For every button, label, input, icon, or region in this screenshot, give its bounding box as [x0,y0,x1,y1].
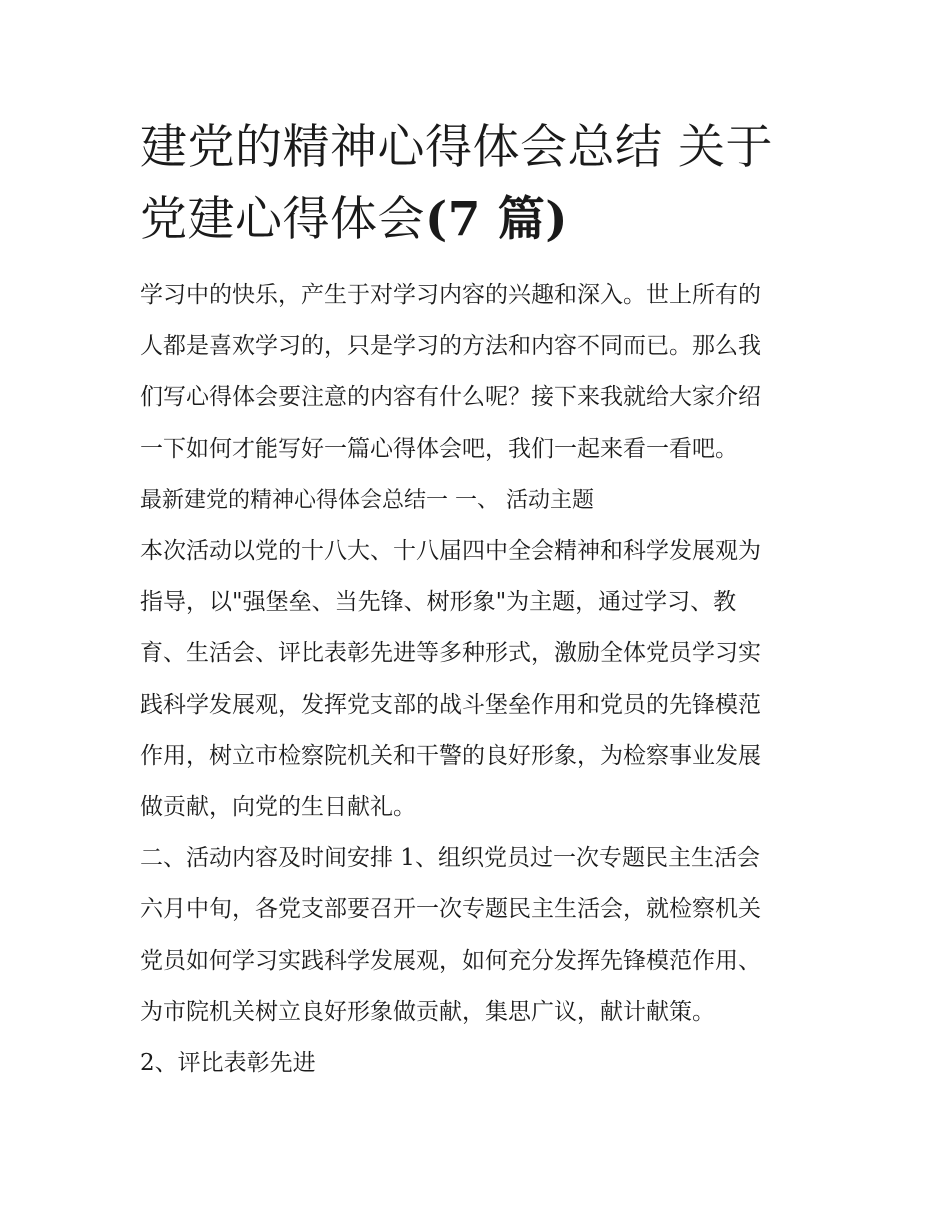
document-body [140,270,816,1089]
body-line: 人都是喜欢学习的，只是学习的方法和内容不同而已。那么我 [140,333,761,360]
section-heading: 二、活动内容及时间安排 1、组织党员过一次专题民主生活会 [140,845,760,872]
body-line: 为市院机关树立良好形象做贡献，集思广议，献计献策。 [140,998,715,1025]
document-page [140,112,816,1089]
section-heading: 最新建党的精神心得体会总结一 一、 活动主题 [140,487,594,513]
body-line: 本次活动以党的十八大、十八届四中全会精神和科学发展观为 [140,538,761,565]
title-line-2-text: 党建心得体会 [140,192,425,247]
body-line: 指导，以"强堡垒、当先锋、树形象"为主题，通过学习、教 [140,589,737,616]
body-line: 作用，树立市检察院机关和干警的良好形象，为检察事业发展 [140,742,761,769]
title-line-1: 建党的精神心得体会总结 关于 [140,120,773,175]
body-line: 们写心得体会要注意的内容有什么呢？接下来我就给大家介绍 [140,384,761,411]
body-line: 党员如何学习实践科学发展观，如何充分发挥先锋模范作用、 [140,947,761,974]
section-heading: 2、评比表彰先进 [140,1050,316,1077]
body-line: 学习中的快乐，产生于对学习内容的兴趣和深入。世上所有的 [140,282,761,308]
body-line: 做贡献，向党的生日献礼。 [140,794,416,821]
body-line: 六月中旬，各党支部要召开一次专题民主生活会，就检察机关 [140,896,761,923]
body-line: 一下如何才能写好一篇心得体会吧，我们一起来看一看吧。 [140,435,738,462]
title-line-2-count: (7 篇) [425,192,569,247]
body-line: 践科学发展观，发挥党支部的战斗堡垒作用和党员的先锋模范 [140,691,761,718]
title-line-2 [140,184,816,256]
document-title [140,112,816,256]
body-line: 育、生活会、评比表彰先进等多种形式，激励全体党员学习实 [140,640,761,667]
